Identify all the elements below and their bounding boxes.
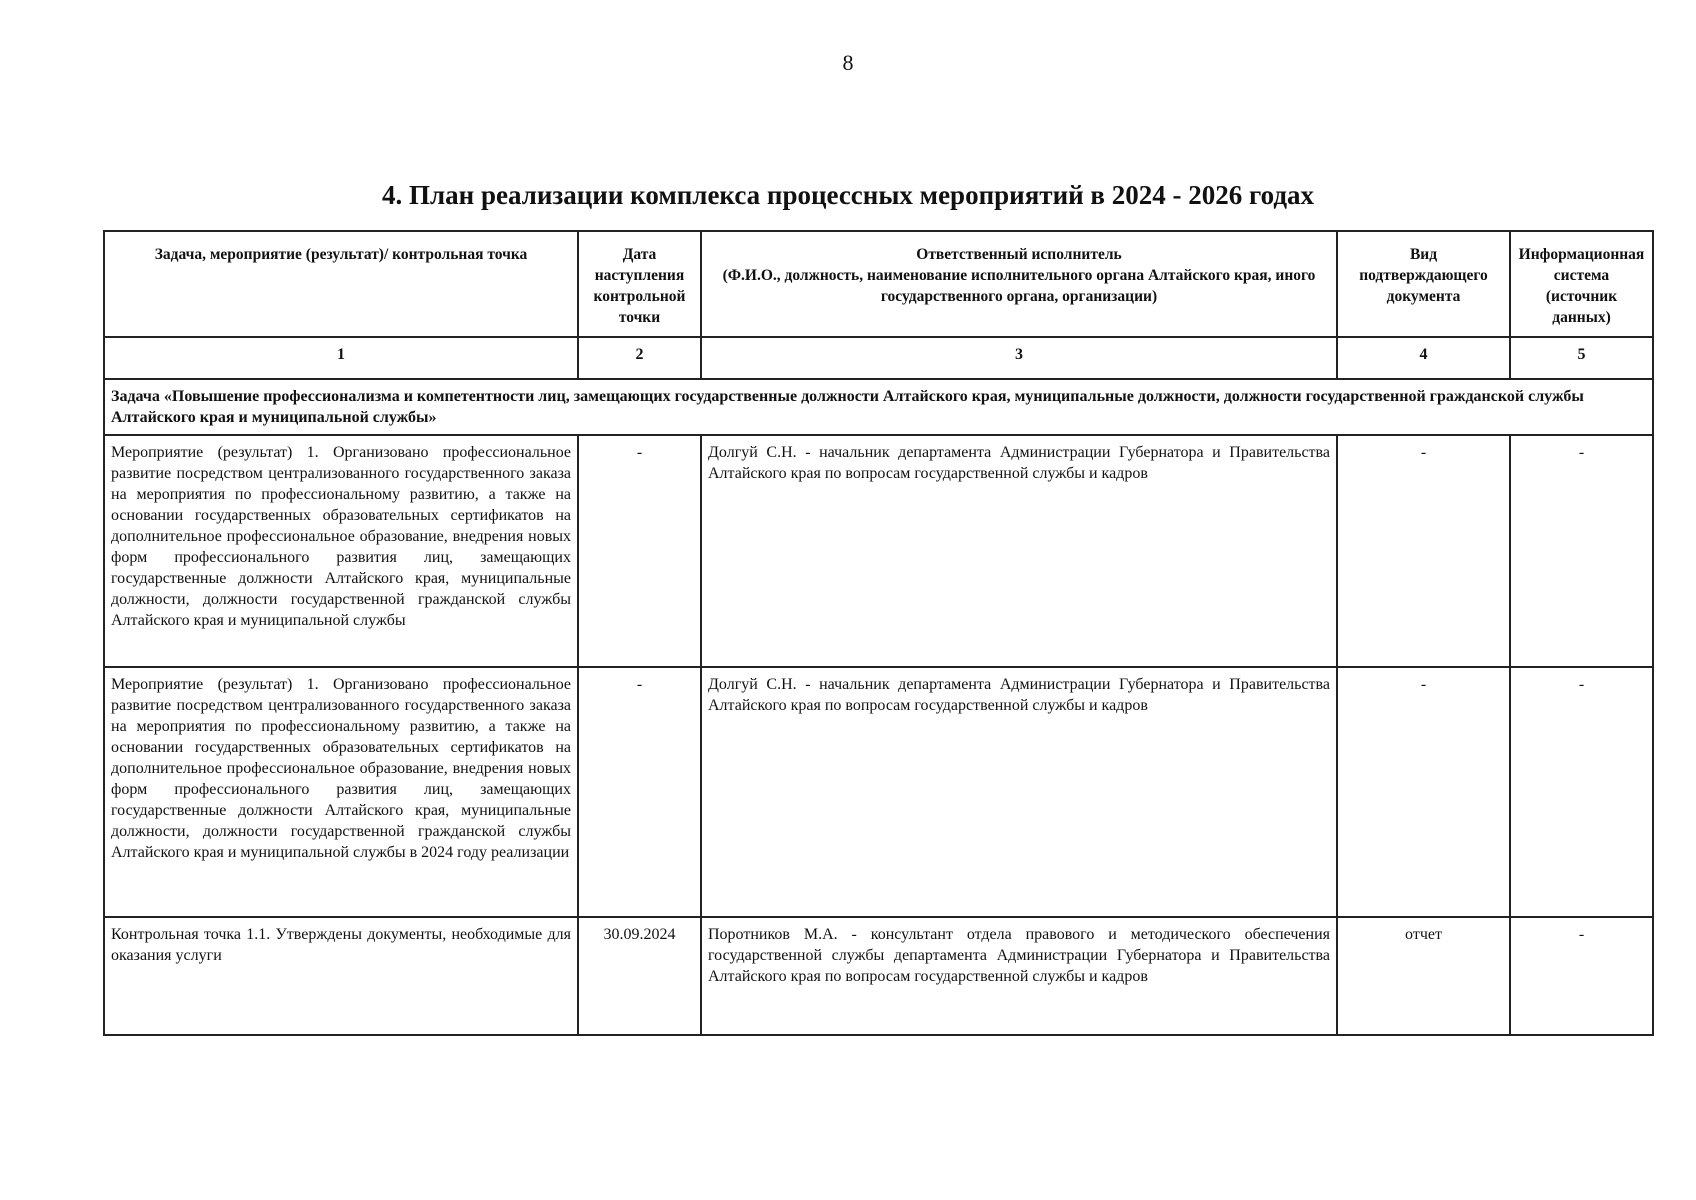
activity-cell: Мероприятие (результат) 1. Организовано профессиональное развитие посредством централизованного государственного заказа на мероприятия по профессиональному развитию, а также на основании государственных образовательных сертификатов на дополнительное профессиональное образование, внедрения новых форм профессионального развития лиц, замещающих государственные должности Алтайского края, муниципальные должности, должности государственной гражданской службы Алтайского края и муниципальной службы [104,435,578,667]
header-document: Вид подтверждающего документа [1337,231,1510,337]
date-cell: 30.09.2024 [578,917,701,1035]
system-cell: - [1510,435,1653,667]
activity-cell: Контрольная точка 1.1. Утверждены документы, необходимые для оказания услуги [104,917,578,1035]
document-cell: отчет [1337,917,1510,1035]
column-number-row [104,337,1653,379]
task-description: Задача «Повышение профессионализма и компетентности лиц, замещающих государственные должности Алтайского края, муниципальные должности, должности государственной гражданской службы Алтайского края и муниципальной службы» [104,379,1653,435]
table-row [104,667,1653,917]
table-row [104,435,1653,667]
header-task: Задача, мероприятие (результат)/ контрольная точка [104,231,578,337]
header-row [104,231,1653,337]
plan-table [103,230,1654,1036]
header-responsible-title: Ответственный исполнитель [916,246,1122,263]
column-number: 2 [578,337,701,379]
activity-cell: Мероприятие (результат) 1. Организовано профессиональное развитие посредством централизованного государственного заказа на мероприятия по профессиональному развитию, а также на основании государственных образовательных сертификатов на дополнительное профессиональное образование, внедрения новых форм профессионального развития лиц, замещающих государственные должности Алтайского края, муниципальные должности, должности государственной гражданской службы Алтайского края и муниципальной службы в 2024 году реализации [104,667,578,917]
column-number: 3 [701,337,1337,379]
column-number: 4 [1337,337,1510,379]
document-cell: - [1337,435,1510,667]
document-cell: - [1337,667,1510,917]
page-number: 8 [842,50,854,75]
responsible-cell: Долгуй С.Н. - начальник департамента Администрации Губернатора и Правительства Алтайского края по вопросам государственной службы и кадров [701,435,1337,667]
system-cell: - [1510,917,1653,1035]
column-number: 5 [1510,337,1653,379]
header-system: Информационная система (источник данных) [1510,231,1653,337]
task-row [104,379,1653,435]
header-responsible [701,231,1337,337]
header-date: Дата наступления контрольной точки [578,231,701,337]
responsible-cell: Долгуй С.Н. - начальник департамента Администрации Губернатора и Правительства Алтайского края по вопросам государственной службы и кадров [701,667,1337,917]
column-number: 1 [104,337,578,379]
responsible-cell: Поротников М.А. - консультант отдела правового и методического обеспечения государственной службы департамента Администрации Губернатора и Правительства Алтайского края по вопросам государственной службы и кадров [701,917,1337,1035]
table-row [104,917,1653,1035]
system-cell: - [1510,667,1653,917]
document-title: 4. План реализации комплекса процессных мероприятий в 2024 - 2026 годах [382,180,1314,210]
date-cell: - [578,667,701,917]
header-responsible-detail: (Ф.И.О., должность, наименование исполнительного органа Алтайского края, иного государственного органа, организации) [722,267,1316,305]
date-cell: - [578,435,701,667]
